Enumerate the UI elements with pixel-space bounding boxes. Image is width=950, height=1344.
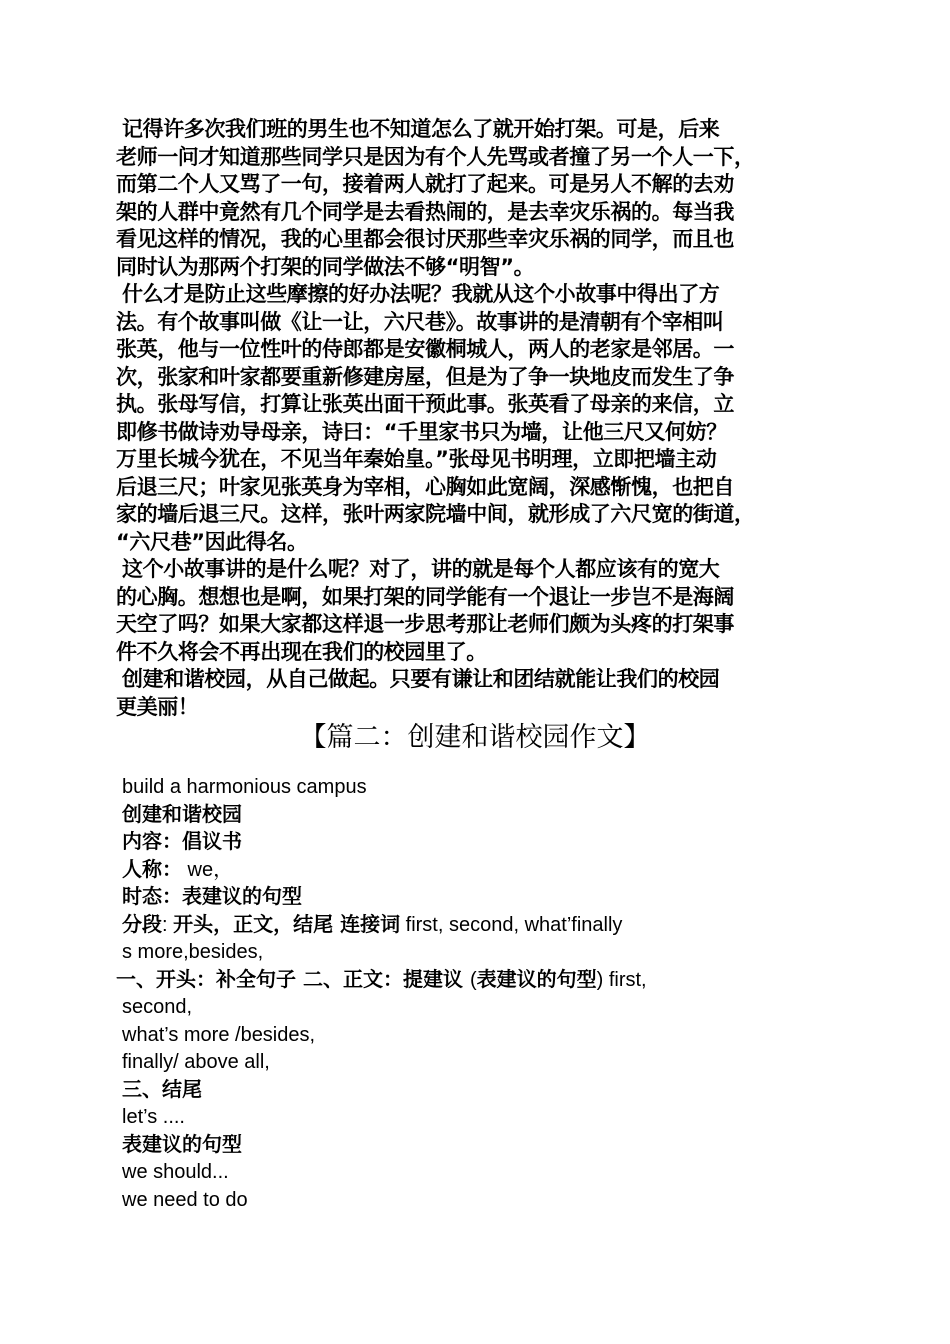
outline-line [116, 1048, 856, 1076]
essay-line: 张英，他与一位性叶的侍郎都是安徽桐城人，两人的老家是邻居。一 [116, 337, 734, 361]
essay-line: 老师一问才知道那些同学只是因为有个人先骂或者撞了另一个人一下， [116, 144, 755, 169]
outline-line [116, 856, 856, 884]
outline-text: 开头，正文，结尾 连接词 [173, 911, 401, 936]
outline-line [116, 1076, 856, 1104]
essay-line: 记得许多次我们班的男生也不知道怎么了就开始打架。可是，后来 [122, 117, 720, 141]
outline-text: first, second, what’finally [400, 913, 623, 936]
outline-line [116, 993, 856, 1021]
outline-text: we need to do [122, 1188, 248, 1211]
outline-text: 人称： [122, 856, 182, 881]
outline-text: 内容：倡议书 [122, 829, 242, 853]
outline-text: let’s .... [122, 1106, 185, 1128]
essay-line: 这个小故事讲的是什么呢？对了，讲的就是每个人都应该有的宽大 [122, 557, 720, 581]
outline-text: : [162, 913, 174, 936]
essay-line: 即修书做诗劝导母亲，诗曰：“千里家书只为墙，让他三尺又何妨？ [116, 419, 727, 444]
outline-text: 时态：表建议的句型 [122, 884, 302, 908]
essay-line: 更美丽！ [116, 694, 199, 719]
outline-line [116, 828, 856, 856]
outline-text: 表建议的句型 [476, 966, 597, 991]
section-heading: 【篇二：创建和谐校园作文】 [299, 722, 651, 753]
essay-line: 家的墙后退三尺。这样，张叶两家院墙中间，就形成了六尺宽的街道， [116, 502, 755, 526]
outline-text: 三、结尾 [122, 1076, 202, 1101]
essay-line: 执。张母写信，打算让张英出面干预此事。张英看了母亲的来信，立 [116, 392, 734, 416]
outline-text: what’s more /besides, [122, 1023, 316, 1046]
essay-line: 而第二个人又骂了一句，接着两人就打了起来。可是另人不解的去劝 [116, 172, 734, 196]
outline-line [116, 1131, 856, 1159]
outline-line [116, 911, 856, 939]
essay-line: 的心胸。想想也是啊，如果打架的同学能有一个退让一步岂不是海阔 [116, 584, 734, 609]
outline-line [116, 966, 856, 994]
essay-line: 架的人群中竟然有几个同学是去看热闹的，是去幸灾乐祸的。每当我 [116, 199, 734, 224]
essay-line: 法。有个故事叫做《让一让，六尺巷》。故事讲的是清朝有个宰相叫 [116, 309, 724, 334]
essay-line: 创建和谐校园，从自己做起。只要有谦让和团结就能让我们的校园 [122, 667, 720, 691]
outline-text: s more,besides, [122, 941, 264, 963]
outline-line [116, 883, 856, 911]
outline-text: 分段 [122, 911, 162, 936]
outline-text: 一、开头：补全句子 二、正文：提建议 [116, 966, 470, 991]
outline-text: we should... [122, 1161, 229, 1183]
outline-line [116, 1186, 856, 1214]
essay-body [116, 116, 856, 721]
essay-line: “六尺巷”因此得名。 [116, 529, 308, 554]
outline-text: 表建议的句型 [122, 1131, 242, 1156]
outline-line [116, 773, 856, 801]
outline-text: second, [122, 996, 193, 1018]
essay-line: 次，张家和叶家都要重新修建房屋，但是为了争一块地皮而发生了争 [116, 364, 734, 389]
essay-line: 天空了吗？如果大家都这样退一步思考那让老师们颇为头疼的打架事 [116, 612, 734, 636]
outline-text: finally/ above all, [122, 1051, 270, 1073]
outline-line [116, 801, 856, 829]
outline-line [116, 1158, 856, 1186]
outline-text: ( [469, 968, 477, 991]
outline-line [116, 938, 856, 966]
outline-line [116, 1103, 856, 1131]
essay-line: 万里长城今犹在，不见当年秦始皇。”张母见书明理，立即把墙主动 [116, 447, 717, 471]
essay-line: 什么才是防止这些摩擦的好办法呢？我就从这个小故事中得出了方 [122, 282, 720, 306]
essay-line: 后退三尺；叶家见张英身为宰相，心胸如此宽阔，深感惭愧，也把自 [116, 474, 734, 499]
outline-text: ) first, [596, 968, 647, 991]
essay-line: 件不久将会不再出现在我们的校园里了。 [116, 639, 487, 664]
essay-line: 看见这样的情况，我的心里都会很讨厌那些幸灾乐祸的同学，而且也 [116, 227, 734, 251]
outline-body [116, 773, 856, 1213]
essay-line: 同时认为那两个打架的同学做法不够“明智”。 [116, 254, 535, 279]
outline-line [116, 1021, 856, 1049]
outline-text: build a harmonious campus [122, 776, 367, 798]
outline-text: 创建和谐校园 [122, 801, 242, 826]
outline-text: we， [182, 858, 234, 881]
